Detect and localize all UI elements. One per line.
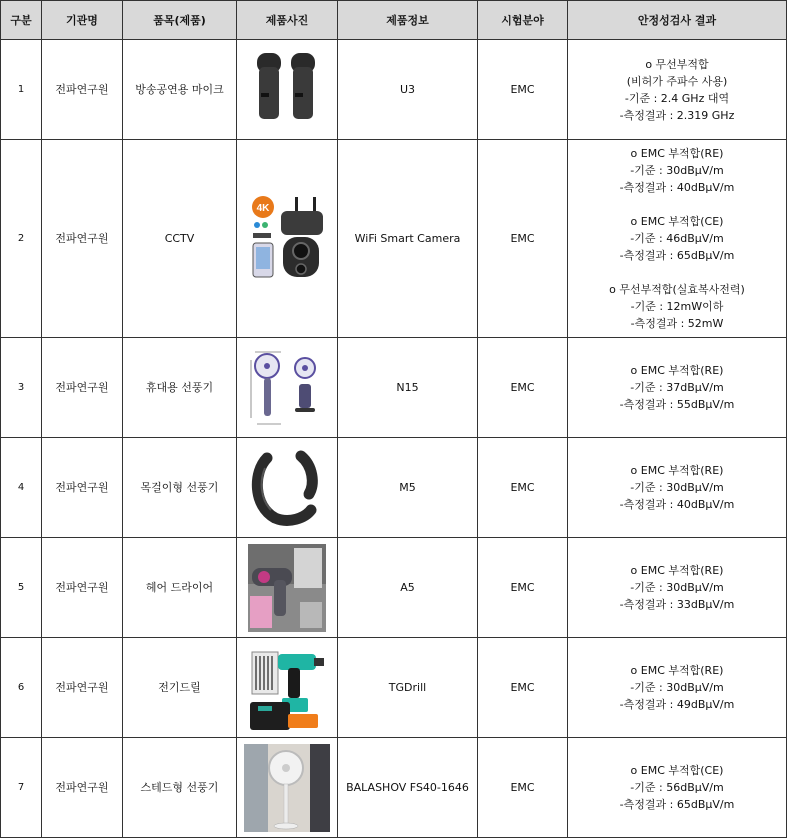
standing-fan-image: [244, 744, 330, 832]
electric-drill-photo: [237, 638, 338, 738]
hair-dryer-photo: [237, 538, 338, 638]
row-result: o EMC 부적합(RE) -기준 : 30dBμV/m -측정결과 : 49dBμV/m: [568, 638, 787, 738]
neck-fan-image: [249, 448, 325, 528]
row-result: o EMC 부적합(CE) -기준 : 56dBμV/m -측정결과 : 65dBμV/m: [568, 738, 787, 838]
cctv-image: [247, 193, 327, 285]
row-result: o EMC 부적합(RE) -기준 : 30dBμV/m -측정결과 : 40dBμV/m: [568, 438, 787, 538]
row-info: WiFi Smart Camera: [338, 140, 478, 338]
row-info: TGDrill: [338, 638, 478, 738]
row-info: A5: [338, 538, 478, 638]
row-agency: 전파연구원: [42, 438, 123, 538]
row-field: EMC: [478, 538, 568, 638]
header-info: 제품정보: [338, 1, 478, 40]
header-no: 구분: [1, 1, 42, 40]
row-agency: 전파연구원: [42, 738, 123, 838]
row-info: M5: [338, 438, 478, 538]
wireless-microphone-photo: [237, 40, 338, 140]
row-field: EMC: [478, 40, 568, 140]
row-result: o EMC 부적합(RE) -기준 : 37dBμV/m -측정결과 : 55dBμV/m: [568, 338, 787, 438]
row-no: 4: [1, 438, 42, 538]
header-result: 안정성검사 결과: [568, 1, 787, 40]
row-agency: 전파연구원: [42, 538, 123, 638]
row-item: 목걸이형 선풍기: [123, 438, 237, 538]
row-no: 6: [1, 638, 42, 738]
row-result: o 무선부적합 (비허가 주파수 사용) -기준 : 2.4 GHz 대역 -측정결과 : 2.319 GHz: [568, 40, 787, 140]
row-field: EMC: [478, 338, 568, 438]
standing-fan-photo: [237, 738, 338, 838]
row-no: 1: [1, 40, 42, 140]
row-no: 3: [1, 338, 42, 438]
table-row: [1, 438, 787, 538]
row-info: BALASHOV FS40-1646: [338, 738, 478, 838]
hair-dryer-image: [248, 544, 326, 632]
header-item: 품목(제품): [123, 1, 237, 40]
row-agency: 전파연구원: [42, 338, 123, 438]
row-agency: 전파연구원: [42, 40, 123, 140]
row-field: EMC: [478, 638, 568, 738]
neck-fan-photo: [237, 438, 338, 538]
row-field: EMC: [478, 438, 568, 538]
row-no: 7: [1, 738, 42, 838]
row-item: 휴대용 선풍기: [123, 338, 237, 438]
row-field: EMC: [478, 140, 568, 338]
table-row: [1, 738, 787, 838]
row-result: o EMC 부적합(RE) -기준 : 30dBμV/m -측정결과 : 40dBμV/m o EMC 부적합(CE) -기준 : 46dBμV/m -측정결과 : 65dBμV/m o 무선부적합(실효복사전력) -기준 : 12mW이하 -측정결과 : 52mW: [568, 140, 787, 338]
table-row: [1, 338, 787, 438]
handheld-fan-photo: [237, 338, 338, 438]
row-field: EMC: [478, 738, 568, 838]
row-no: 2: [1, 140, 42, 338]
table-row: [1, 638, 787, 738]
header-field: 시험분야: [478, 1, 568, 40]
microphone-image: [247, 47, 327, 133]
header-photo: 제품사진: [237, 1, 338, 40]
row-info: U3: [338, 40, 478, 140]
header-agency: 기관명: [42, 1, 123, 40]
row-info: N15: [338, 338, 478, 438]
electric-drill-image: [248, 644, 326, 732]
row-result: o EMC 부적합(RE) -기준 : 30dBμV/m -측정결과 : 33dBμV/m: [568, 538, 787, 638]
handheld-fan-image: [247, 348, 327, 428]
row-agency: 전파연구원: [42, 140, 123, 338]
table-row: [1, 40, 787, 140]
table-header-row: [1, 1, 787, 40]
table-row: [1, 538, 787, 638]
row-item: 방송공연용 마이크: [123, 40, 237, 140]
cctv-camera-photo: [237, 140, 338, 338]
table-row: [1, 140, 787, 338]
row-item: 스테드형 선풍기: [123, 738, 237, 838]
row-no: 5: [1, 538, 42, 638]
svg-text:4K: 4K: [256, 202, 270, 214]
row-item: CCTV: [123, 140, 237, 338]
row-item: 전기드릴: [123, 638, 237, 738]
row-item: 헤어 드라이어: [123, 538, 237, 638]
row-agency: 전파연구원: [42, 638, 123, 738]
